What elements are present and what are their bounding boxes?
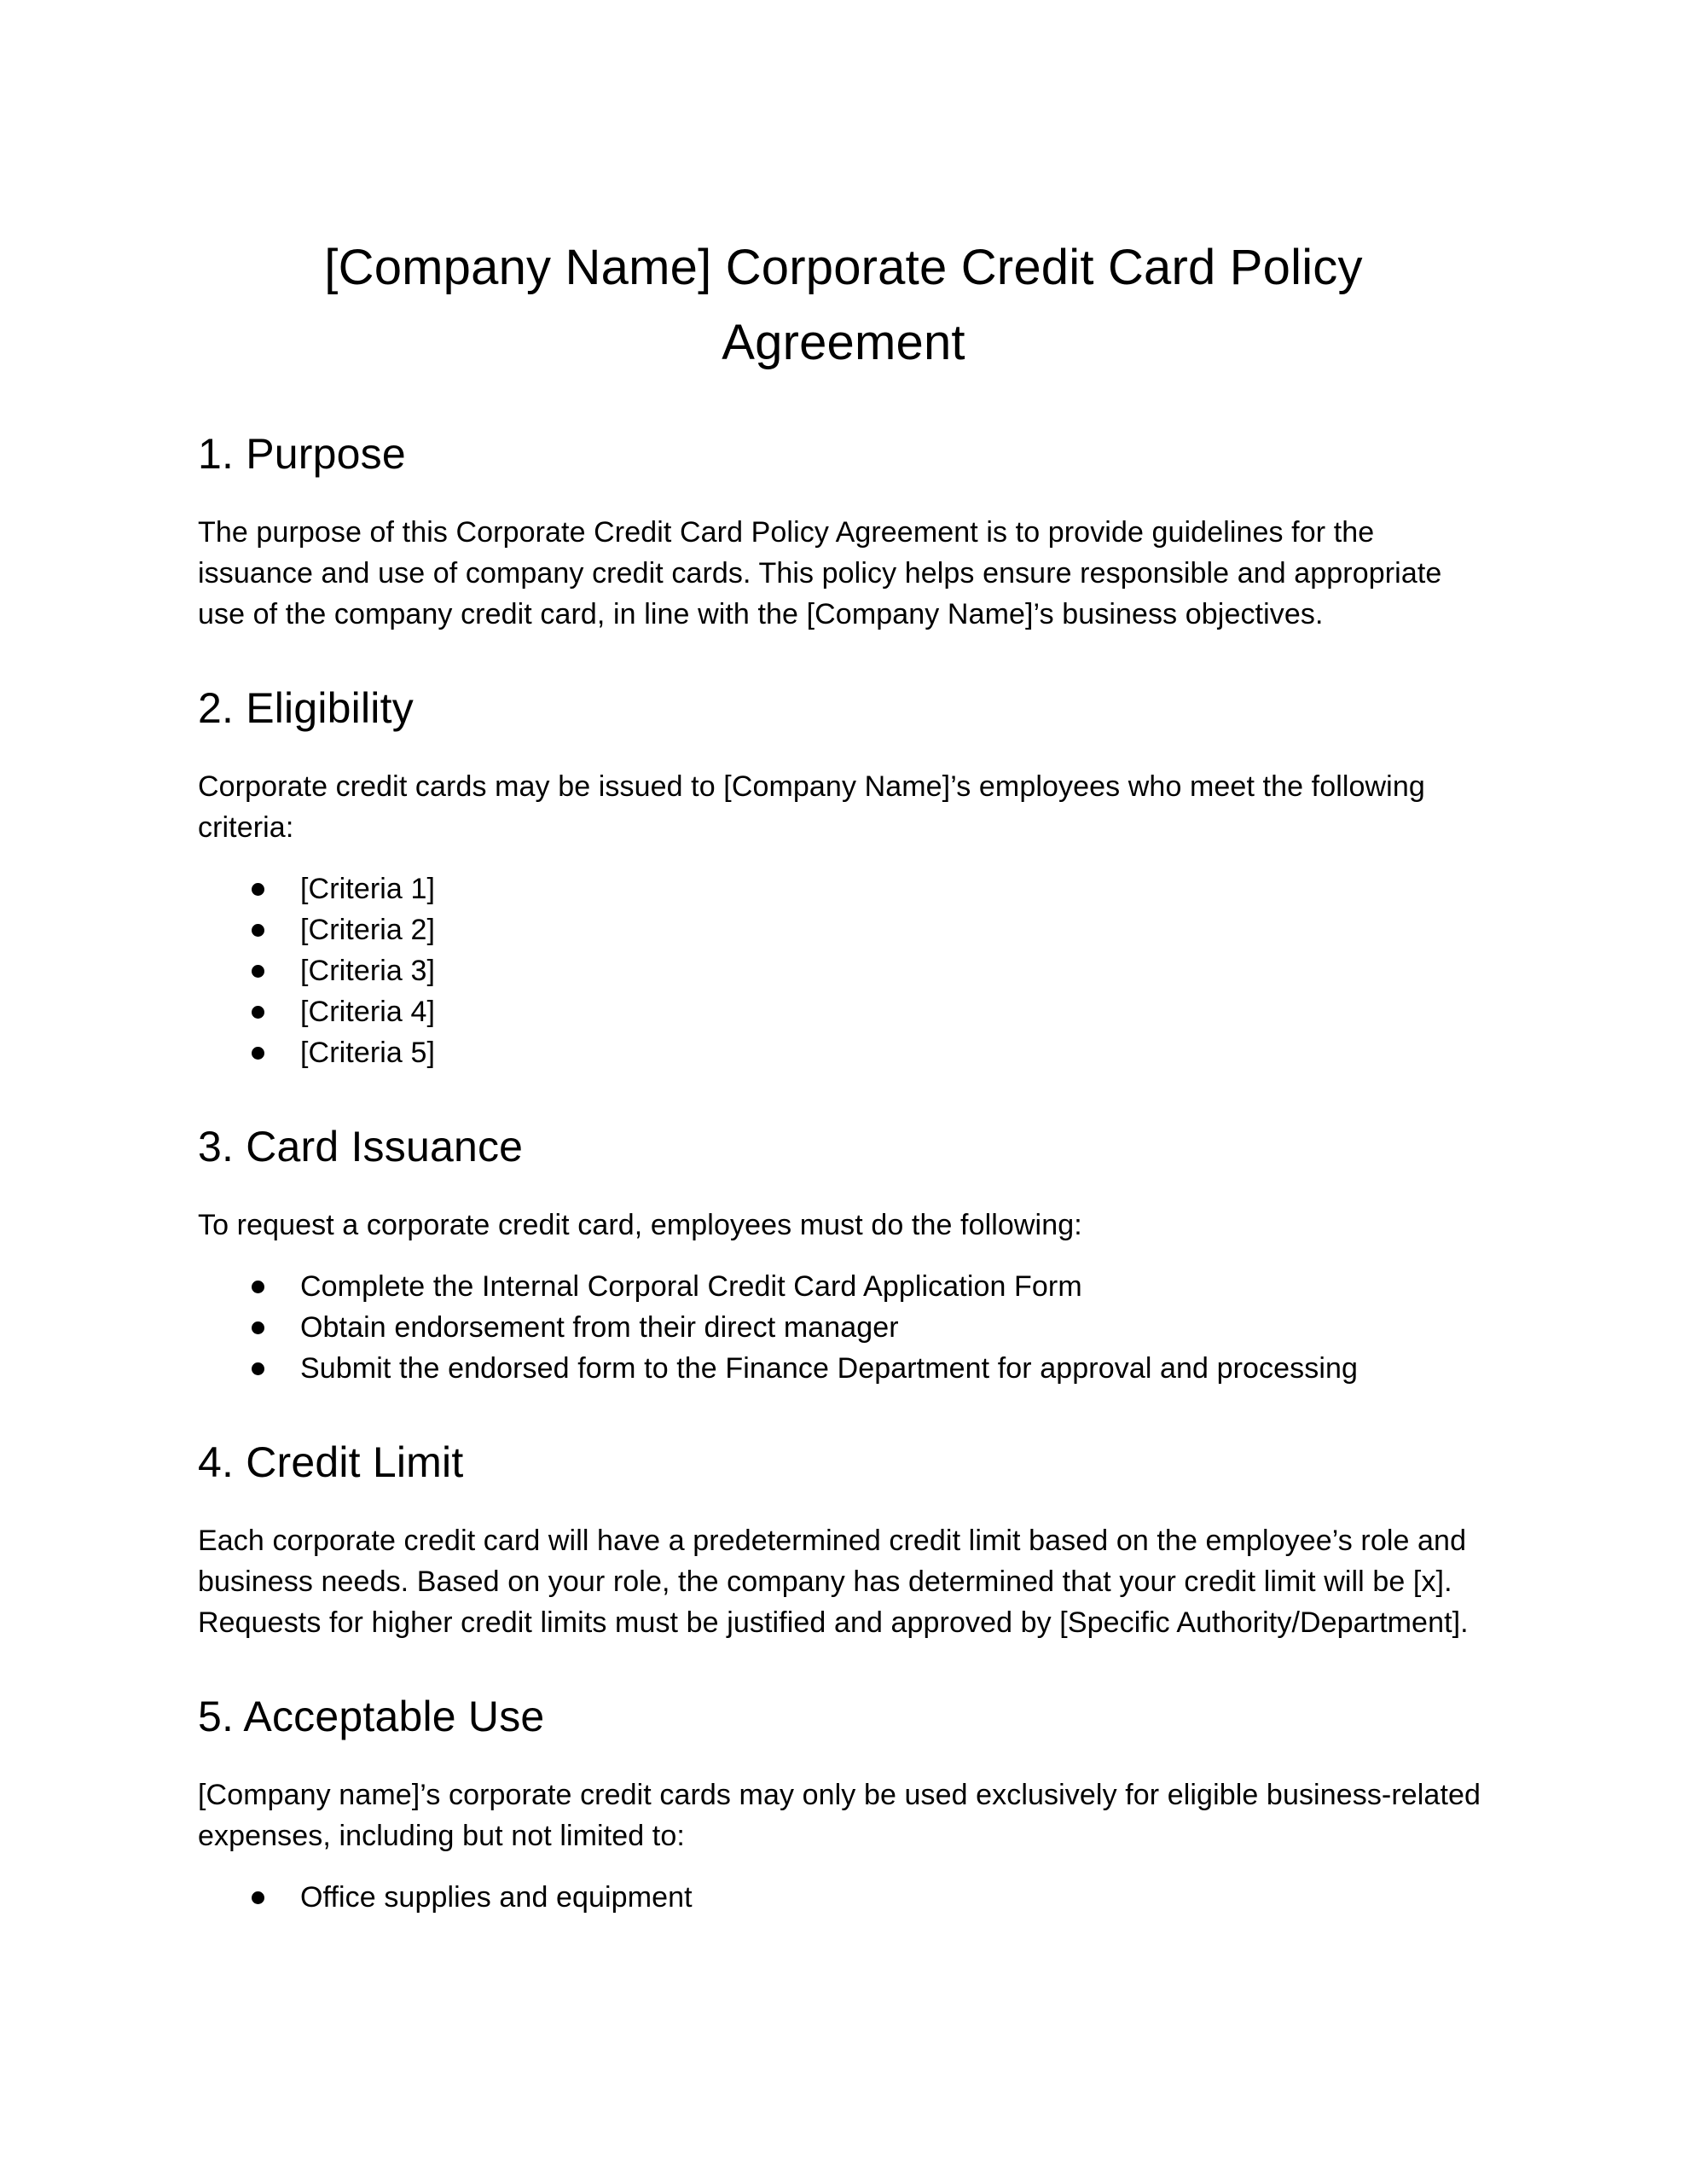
bullet-icon <box>252 965 264 978</box>
list-item <box>300 1348 1489 1389</box>
bullet-icon <box>252 1047 264 1060</box>
bullet-list <box>198 868 1489 1073</box>
list-item <box>300 868 1489 909</box>
list-item <box>300 1032 1489 1073</box>
list-item-text: Obtain endorsement from their direct manager <box>300 1311 899 1344</box>
paragraph: [Company name]’s corporate credit cards may only be used exclusively for eligible business-related expenses, including but not limited to: <box>198 1779 1481 1852</box>
list-item <box>300 1877 1489 1918</box>
list-item-text: [Criteria 1] <box>300 873 436 905</box>
document-section <box>198 1437 1489 1643</box>
document-title: [Company Name] Corporate Credit Card Policy Agreement <box>324 240 1363 370</box>
bullet-list <box>198 1877 1489 1918</box>
list-item-text: [Criteria 4] <box>300 996 436 1028</box>
bullet-list <box>198 1266 1489 1389</box>
list-item-text: [Criteria 5] <box>300 1037 436 1069</box>
list-item <box>300 909 1489 950</box>
list-item-text: [Criteria 2] <box>300 914 436 946</box>
list-item <box>300 991 1489 1032</box>
bullet-icon <box>252 1891 264 1904</box>
section-heading: 2. Eligibility <box>198 684 414 732</box>
paragraph: To request a corporate credit card, employees must do the following: <box>198 1209 1082 1241</box>
list-item <box>300 950 1489 991</box>
document-section <box>198 1121 1489 1389</box>
section-heading: 1. Purpose <box>198 430 406 478</box>
bullet-icon <box>252 1281 264 1293</box>
list-item-text: Submit the endorsed form to the Finance Department for approval and processing <box>300 1352 1359 1385</box>
bullet-icon <box>252 924 264 937</box>
document-section <box>198 682 1489 1073</box>
bullet-icon <box>252 883 264 896</box>
section-heading: 4. Credit Limit <box>198 1438 464 1486</box>
list-item-text: Complete the Internal Corporal Credit Card Application Form <box>300 1270 1082 1303</box>
section-heading: 5. Acceptable Use <box>198 1693 545 1740</box>
bullet-icon <box>252 1006 264 1019</box>
bullet-icon <box>252 1321 264 1334</box>
document-section <box>198 1691 1489 1918</box>
paragraph: Each corporate credit card will have a predetermined credit limit based on the employee’s role and business needs. Based on your role, the company has determined that your credit limit will be [x]. Requests for higher credit limits must be justified and approved by [Specific Authority/Department]. <box>198 1525 1469 1639</box>
list-item <box>300 1266 1489 1307</box>
document-sections <box>198 428 1489 1918</box>
paragraph: The purpose of this Corporate Credit Card Policy Agreement is to provide guidelines for the issuance and use of company credit cards. This policy helps ensure responsible and appropriate use of the company credit card, in line with the [Company Name]’s business objectives. <box>198 516 1442 630</box>
list-item-text: [Criteria 3] <box>300 955 436 987</box>
bullet-icon <box>252 1362 264 1375</box>
section-heading: 3. Card Issuance <box>198 1123 524 1170</box>
list-item <box>300 1307 1489 1348</box>
document-section <box>198 428 1489 635</box>
list-item-text: Office supplies and equipment <box>300 1881 693 1914</box>
paragraph: Corporate credit cards may be issued to [Company Name]’s employees who meet the following criteria: <box>198 770 1425 844</box>
